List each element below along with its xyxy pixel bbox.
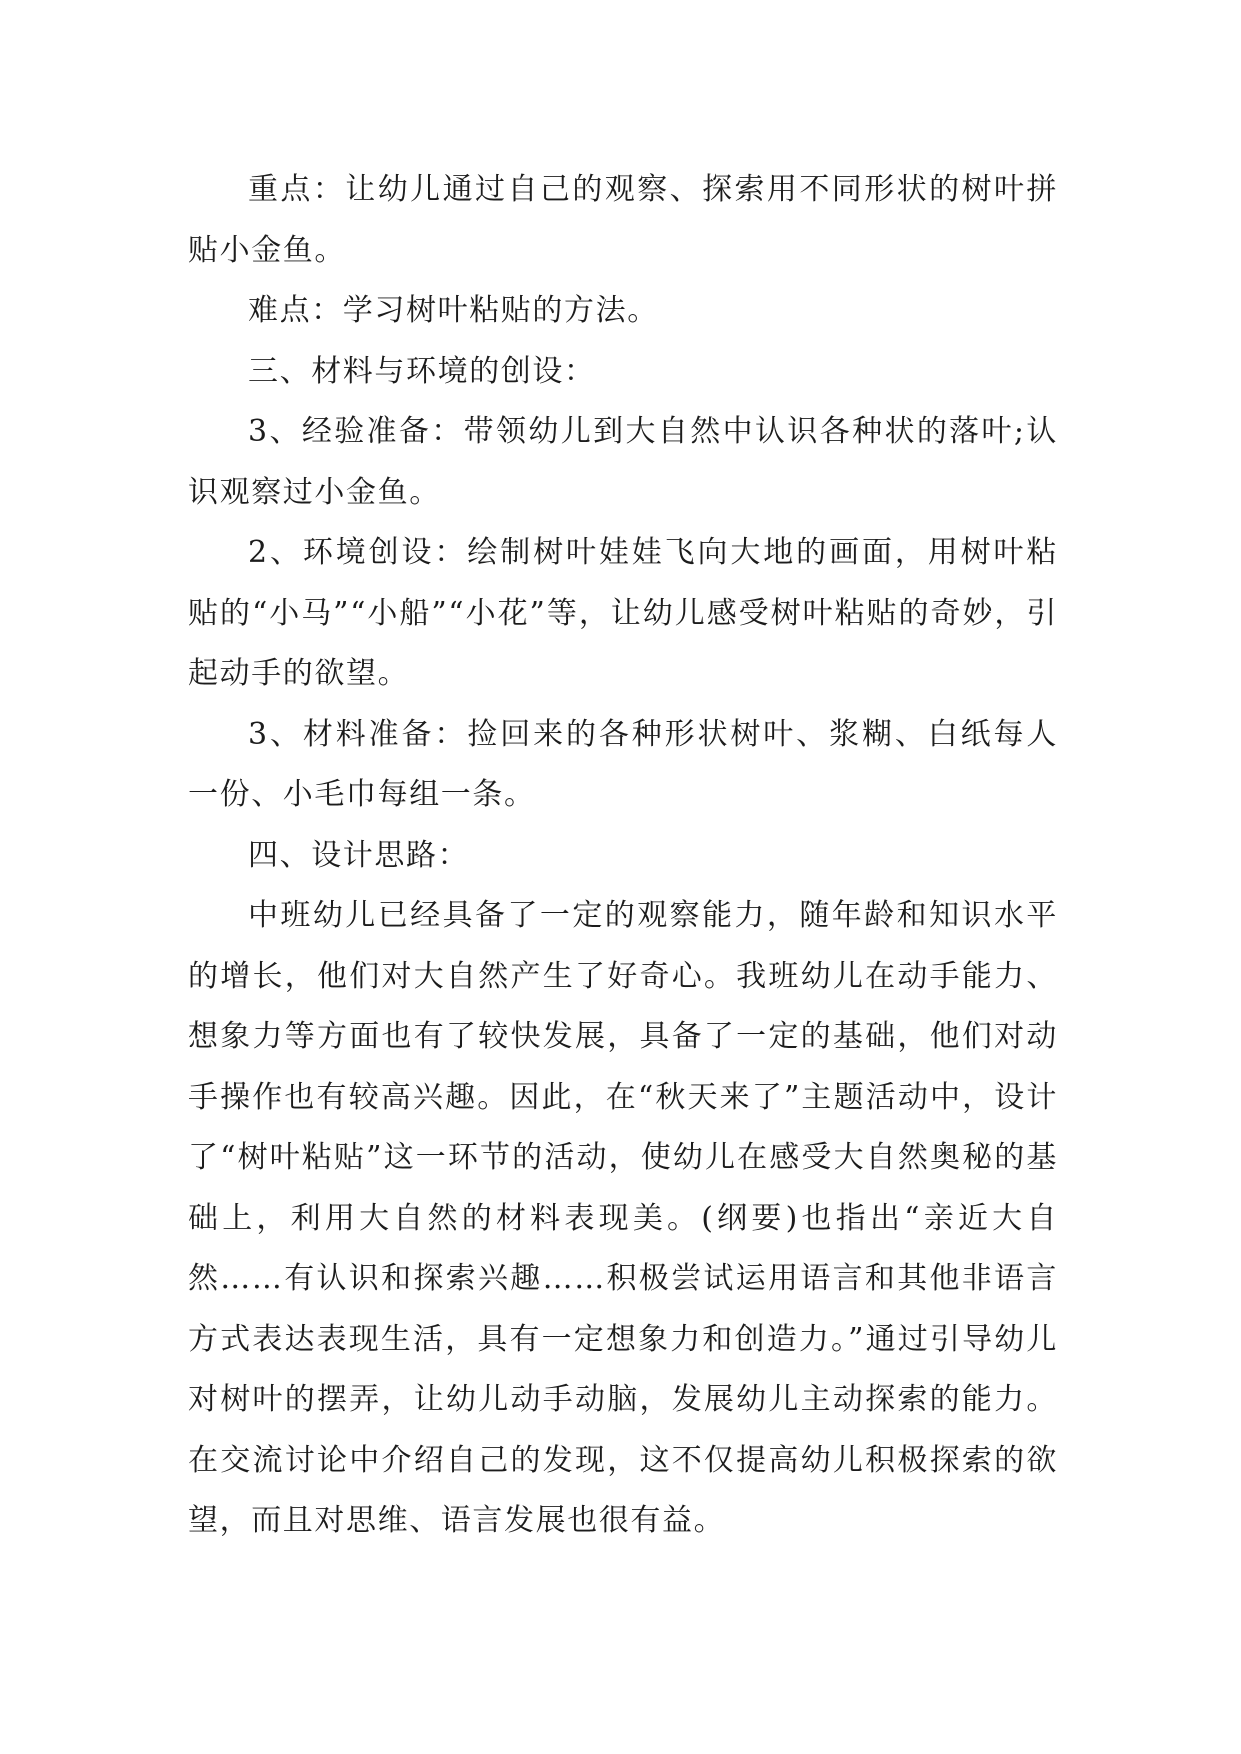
paragraph-key-point: 重点：让幼儿通过自己的观察、探索用不同形状的树叶拼贴小金鱼。: [188, 172, 1058, 268]
paragraph-experience-prep: 3、经验准备：带领幼儿到大自然中认识各种状的落叶;认识观察过小金鱼。: [188, 414, 1058, 510]
section-heading-design: 四、设计思路：: [248, 837, 470, 873]
paragraph-environment: 2、环境创设：绘制树叶娃娃飞向大地的画面，用树叶粘贴的“小马”“小船”“小花”等，让幼儿感受树叶粘贴的奇妙，引起动手的欲望。: [188, 535, 1058, 691]
paragraph-material-prep: 3、材料准备：捡回来的各种形状树叶、浆糊、白纸每人一份、小毛巾每组一条。: [188, 716, 1058, 812]
document-body: [188, 160, 1058, 1552]
section-heading-materials: 三、材料与环境的创设：: [248, 353, 596, 389]
paragraph-design-rationale: 中班幼儿已经具备了一定的观察能力，随年龄和知识水平的增长，他们对大自然产生了好奇心。我班幼儿在动手能力、想象力等方面也有了较快发展，具备了一定的基础，他们对动手操作也有较高兴趣。因此，在“秋天来了”主题活动中，设计了“树叶粘贴”这一环节的活动，使幼儿在感受大自然奥秘的基础上，利用大自然的材料表现美。(纲要)也指出“亲近大自然……有认识和探索兴趣……积极尝试运用语言和其他非语言方式表达表现生活，具有一定想象力和创造力。”通过引导幼儿对树叶的摆弄，让幼儿动手动脑，发展幼儿主动探索的能力。在交流讨论中介绍自己的发现，这不仅提高幼儿积极探索的欲望，而且对思维、语言发展也很有益。: [188, 898, 1058, 1538]
paragraph-difficulty: 难点：学习树叶粘贴的方法。: [248, 293, 659, 328]
